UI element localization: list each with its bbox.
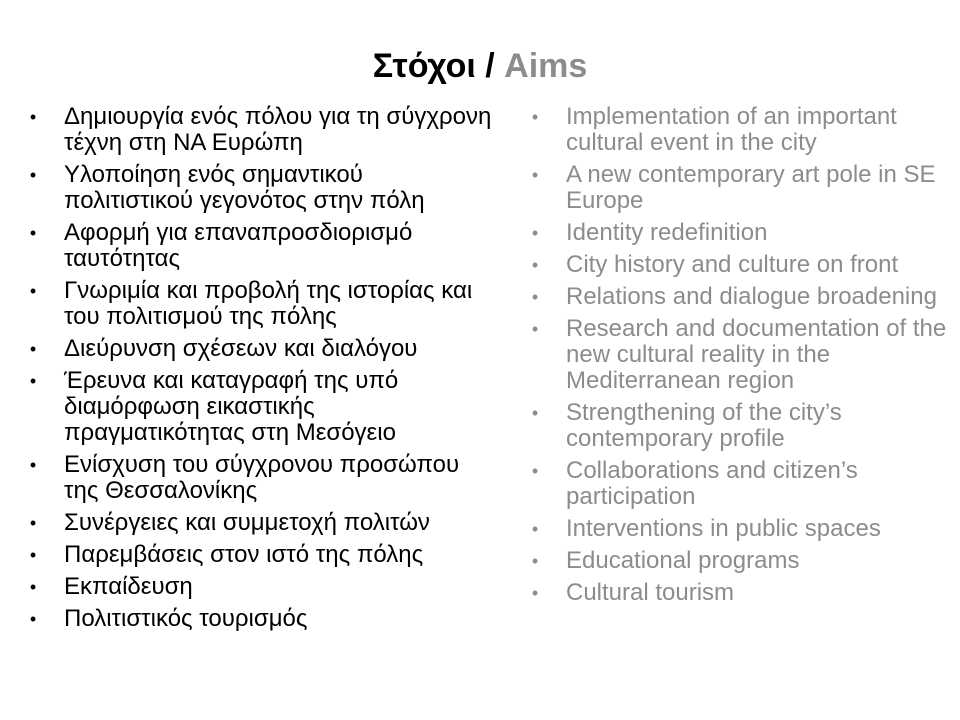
english-aim-item	[528, 516, 948, 542]
greek-aim-item	[26, 220, 496, 272]
greek-aim-item	[26, 574, 496, 600]
greek-aim-item	[26, 368, 496, 446]
bullet-icon: •	[531, 583, 539, 603]
english-aim-text: Educational programs	[566, 547, 800, 574]
english-aim-item	[528, 316, 948, 394]
title-english: Aims	[504, 47, 588, 85]
bullet-icon: •	[29, 165, 37, 185]
bullet-icon: •	[531, 551, 539, 571]
english-aim-text: Research and documentation of the new cultural reality in the Mediterranean region	[566, 315, 947, 394]
greek-aim-item	[26, 162, 496, 214]
greek-aim-item	[26, 278, 496, 330]
bullet-icon: •	[29, 339, 37, 359]
title-greek: Στόχοι	[372, 47, 476, 85]
bullet-icon: •	[531, 223, 539, 243]
english-aim-text: Strengthening of the city’s contemporary profile	[566, 399, 842, 452]
greek-aim-text: Έρευνα και καταγραφή της υπό διαμόρφωση εικαστικής πραγματικότητας στη Μεσόγειο	[64, 367, 399, 446]
bullet-icon: •	[29, 455, 37, 475]
greek-aim-text: Υλοποίηση ενός σημαντικού πολιτιστικού γεγονότος στην πόλη	[64, 161, 425, 214]
bullet-icon: •	[531, 165, 539, 185]
english-aim-item	[528, 104, 948, 156]
english-aim-text: A new contemporary art pole in SE Europe	[566, 161, 936, 214]
bullet-icon: •	[29, 545, 37, 565]
bullet-icon: •	[531, 403, 539, 423]
bullet-icon: •	[531, 255, 539, 275]
greek-aim-text: Γνωριμία και προβολή της ιστορίας και του πολιτισμού της πόλης	[64, 277, 473, 330]
greek-aim-text: Δημιουργία ενός πόλου για τη σύγχρονη τέχνη στη ΝΑ Ευρώπη	[64, 103, 492, 156]
english-aim-item	[528, 458, 948, 510]
greek-aim-item	[26, 452, 496, 504]
english-aim-item	[528, 548, 948, 574]
english-aim-text: Cultural tourism	[566, 579, 735, 606]
english-aim-item	[528, 580, 948, 606]
title-separator: /	[475, 47, 505, 85]
greek-aim-item	[26, 336, 496, 362]
english-aim-item	[528, 400, 948, 452]
bullet-icon: •	[29, 609, 37, 629]
greek-aim-text: Συνέργειες και συμμετοχή πολιτών	[64, 509, 430, 536]
english-aim-text: City history and culture on front	[566, 251, 899, 278]
english-aim-text: Relations and dialogue broadening	[566, 283, 937, 310]
greek-aims-list	[26, 104, 496, 638]
slide-title	[0, 46, 960, 86]
english-aim-item	[528, 284, 948, 310]
greek-aim-text: Διεύρυνση σχέσεων και διαλόγου	[64, 335, 418, 362]
english-aim-item	[528, 220, 948, 246]
bullet-icon: •	[29, 513, 37, 533]
english-aim-item	[528, 252, 948, 278]
greek-aim-text: Ενίσχυση του σύγχρονου προσώπου της Θεσσαλονίκης	[64, 451, 460, 504]
greek-aim-text: Εκπαίδευση	[64, 573, 193, 600]
english-aims-list	[528, 104, 948, 612]
bullet-icon: •	[29, 577, 37, 597]
english-aim-text: Identity redefinition	[566, 219, 768, 246]
greek-aim-item	[26, 542, 496, 568]
bullet-icon: •	[531, 519, 539, 539]
bullet-icon: •	[531, 319, 539, 339]
english-aim-item	[528, 162, 948, 214]
greek-aim-text: Πολιτιστικός τουρισμός	[64, 605, 308, 632]
bullet-icon: •	[29, 281, 37, 301]
greek-aim-text: Παρεμβάσεις στον ιστό της πόλης	[64, 541, 424, 568]
bullet-icon: •	[531, 107, 539, 127]
bullet-icon: •	[531, 287, 539, 307]
english-aim-text: Interventions in public spaces	[566, 515, 881, 542]
english-aim-text: Collaborations and citizen’s participation	[566, 457, 858, 510]
english-aim-text: Implementation of an important cultural event in the city	[566, 103, 897, 156]
greek-aim-item	[26, 606, 496, 632]
bullet-icon: •	[29, 107, 37, 127]
greek-aim-text: Αφορμή για επαναπροσδιορισμό ταυτότητας	[64, 219, 413, 272]
greek-aim-item	[26, 104, 496, 156]
bullet-icon: •	[29, 223, 37, 243]
bullet-icon: •	[531, 461, 539, 481]
bullet-icon: •	[29, 371, 37, 391]
greek-aim-item	[26, 510, 496, 536]
